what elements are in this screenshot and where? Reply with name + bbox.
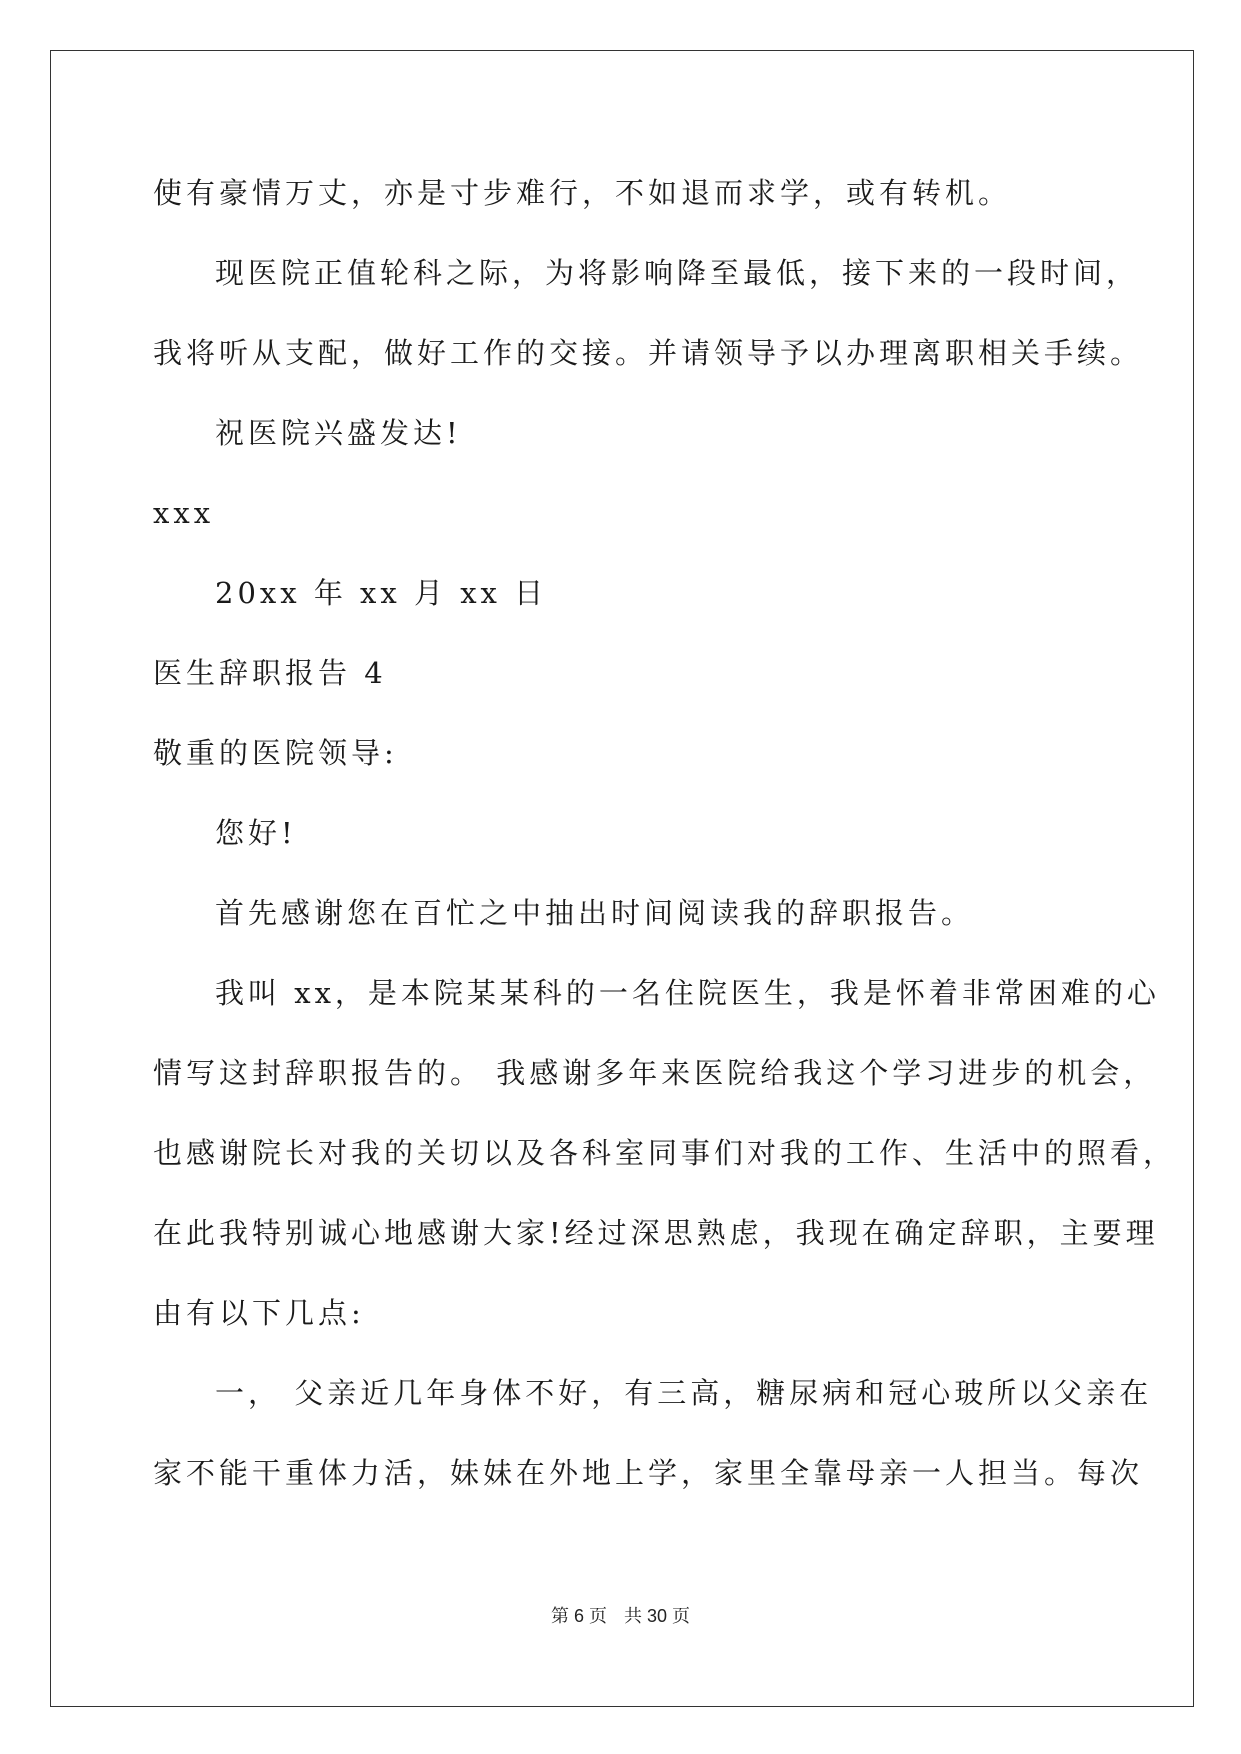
text-line: 在此我特别诚心地感谢大家!经过深思熟虑，我现在确定辞职，主要理 bbox=[153, 1216, 1159, 1250]
text-line: 一， 父亲近几年身体不好，有三高，糖尿病和冠心玻所以父亲在 bbox=[215, 1376, 1153, 1410]
text-line: 首先感谢您在百忙之中抽出时间阅读我的辞职报告。 bbox=[215, 896, 975, 930]
total-page-count: 共 30 页 bbox=[624, 1606, 691, 1626]
section-title: 医生辞职报告 4 bbox=[153, 656, 387, 690]
text-line: 我叫 xx，是本院某某科的一名住院医生，我是怀着非常困难的心 bbox=[215, 976, 1160, 1010]
signature-name: xxx bbox=[153, 496, 215, 530]
text-line: 家不能干重体力活，妹妹在外地上学，家里全靠母亲一人担当。每次 bbox=[153, 1456, 1144, 1490]
page-footer bbox=[0, 1602, 1241, 1628]
signature-date: 20xx 年 xx 月 xx 日 bbox=[215, 576, 548, 610]
text-line: 也感谢院长对我的关切以及各科室同事们对我的工作、生活中的照看， bbox=[153, 1136, 1177, 1170]
current-page-number: 第 6 页 bbox=[550, 1606, 607, 1626]
text-line: 我将听从支配，做好工作的交接。并请领导予以办理离职相关手续。 bbox=[153, 336, 1144, 370]
text-line: 情写这封辞职报告的。 我感谢多年来医院给我这个学习进步的机会， bbox=[153, 1056, 1157, 1090]
text-line: 由有以下几点: bbox=[153, 1296, 365, 1330]
text-line: 祝医院兴盛发达! bbox=[215, 416, 462, 450]
text-line: 现医院正值轮科之际，为将影响降至最低，接下来的一段时间， bbox=[215, 256, 1140, 290]
salutation: 敬重的医院领导: bbox=[153, 736, 398, 770]
text-line: 使有豪情万丈，亦是寸步难行，不如退而求学，或有转机。 bbox=[153, 176, 1012, 210]
greeting: 您好! bbox=[215, 816, 297, 850]
